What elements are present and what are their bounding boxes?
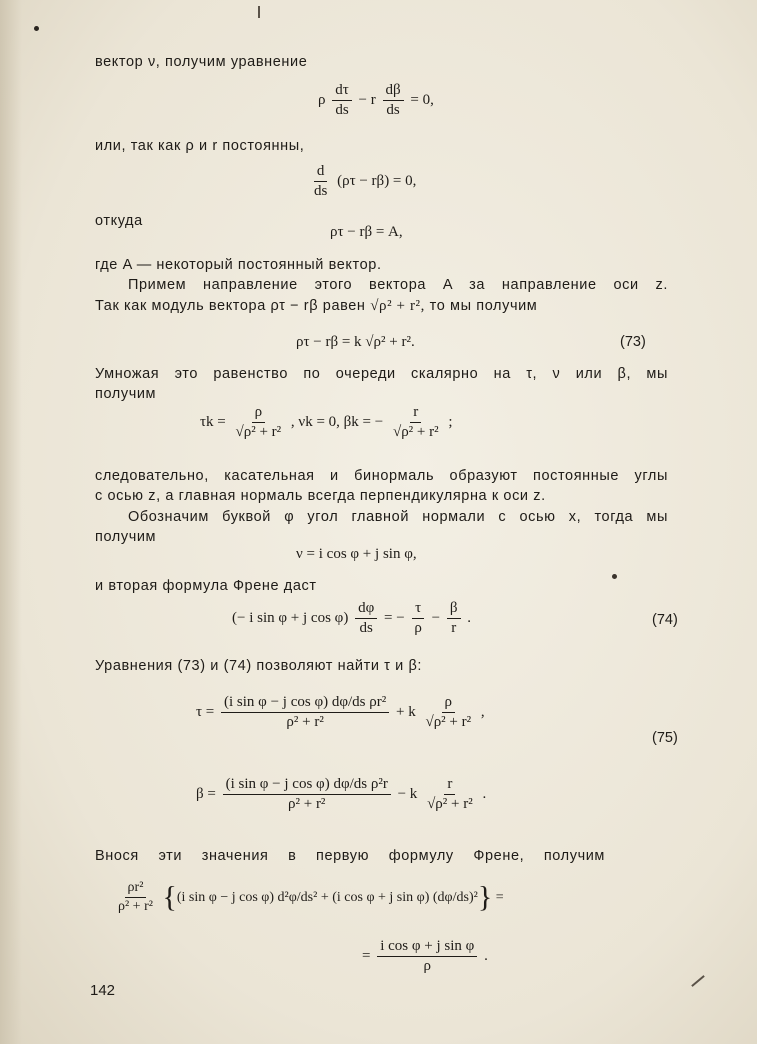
page-spine-shadow [0, 0, 22, 1044]
eq-numerator: d [314, 163, 328, 182]
eq-denominator: ds [359, 620, 373, 637]
equation-73: ρτ − rβ = k √ρ² + r². [296, 334, 415, 350]
eq-symbol: = [362, 948, 371, 965]
eq-symbol: − k [397, 786, 418, 803]
text-line: получим [95, 529, 157, 545]
text-line: получим [95, 386, 157, 402]
eq-inline-root: √ρ² + r², [370, 298, 426, 314]
eq-denominator: √ρ² + r² [425, 714, 472, 731]
eq-numerator: r [410, 404, 421, 423]
text-line: вектор ν, получим уравнение [95, 54, 308, 70]
eq-symbol: β = [196, 786, 216, 803]
equation-2 [308, 163, 416, 201]
text-line: Примем направление этого вектора A за направление оси z. [128, 277, 668, 293]
eq-symbol: = 0, [410, 92, 434, 109]
equation-12 [362, 938, 488, 976]
eq-symbol: = − [383, 610, 405, 627]
text-line: Умножая это равенство по очереди скалярно на τ, ν или β, мы [95, 366, 668, 382]
eq-numerator: ρ [252, 404, 266, 423]
equation-6 [200, 404, 453, 442]
eq-numerator: ρr² [125, 880, 147, 898]
text-line: или, так как ρ и r постоянны, [95, 138, 305, 154]
eq-denominator: √ρ² + r² [427, 796, 473, 813]
eq-denominator: √ρ² + r² [235, 424, 282, 441]
equation-75-beta [196, 776, 486, 814]
ink-tick [258, 6, 260, 18]
eq-denominator: ds [314, 183, 328, 200]
eq-symbol: , νk = 0, βk = − [290, 414, 384, 431]
eq-denominator: ρ² + r² [288, 796, 326, 813]
equation-75-tau [196, 694, 485, 732]
eq-symbol: (ρτ − rβ) = 0, [337, 173, 417, 190]
ink-dot [34, 26, 39, 31]
eq-denominator: ρ [414, 620, 422, 637]
text-line: где A — некоторый постоянный вектор. [95, 257, 382, 273]
text-span: то мы получим [429, 298, 538, 314]
text-line: Уравнения (73) и (74) позволяют найти τ и β: [95, 658, 423, 674]
eq-denominator: r [451, 620, 457, 637]
eq-symbol: − [431, 610, 441, 627]
eq-symbol: τ = [196, 704, 215, 721]
eq-numerator: (i sin φ − j cos φ) dφ/ds ρ²r [223, 776, 391, 795]
eq-denominator: ds [335, 102, 349, 119]
text-line: следовательно, касательная и бинормаль образуют постоянные углы [95, 468, 668, 484]
eq-symbol: τk = [200, 414, 226, 431]
eq-symbol: + k [396, 704, 416, 721]
eq-denominator: ρ² + r² [118, 899, 153, 915]
eq-symbol: . [482, 786, 487, 803]
equation-11 [112, 880, 504, 915]
equation-number: (75) [652, 730, 678, 746]
ink-dot [612, 574, 617, 579]
eq-numerator: dβ [383, 82, 404, 101]
equation-number: (73) [620, 334, 646, 350]
eq-numerator: τ [412, 600, 424, 619]
eq-symbol: ρ [318, 92, 326, 109]
equation-7: ν = i cos φ + j sin φ, [296, 546, 417, 562]
eq-numerator: i cos φ + j sin φ [377, 938, 477, 957]
eq-numerator: dτ [332, 82, 352, 101]
text-line: откуда [95, 213, 143, 229]
eq-numerator: (i sin φ − j cos φ) dφ/ds ρr² [221, 694, 389, 713]
eq-symbol: (− i sin φ + j cos φ) [232, 610, 349, 627]
eq-numerator: dφ [355, 600, 377, 619]
right-brace: } [477, 880, 493, 914]
text-line [95, 298, 537, 315]
eq-numerator: ρ [442, 694, 456, 713]
equation-74 [232, 600, 471, 638]
eq-body: (i sin φ − j cos φ) d²φ/ds² + (i cos φ + j sin φ) (dφ/ds)² [176, 889, 478, 905]
eq-symbol: , [480, 704, 485, 721]
equation-3: ρτ − rβ = A, [330, 224, 403, 240]
eq-symbol: ; [448, 414, 453, 431]
eq-denominator: √ρ² + r² [392, 424, 439, 441]
eq-numerator: β [447, 600, 461, 619]
text-span: Так как модуль вектора ρτ − rβ равен [95, 298, 366, 314]
page-number: 142 [90, 982, 116, 999]
eq-symbol: = [495, 889, 504, 905]
eq-symbol: − r [358, 92, 376, 109]
text-line: Внося эти значения в первую формулу Френе, получим [95, 848, 605, 864]
text-line: Обозначим буквой φ угол главной нормали с осью x, тогда мы [128, 509, 668, 525]
equation-1 [318, 82, 434, 120]
eq-denominator: ρ [423, 958, 432, 975]
eq-denominator: ρ² + r² [286, 714, 324, 731]
left-brace: { [162, 880, 177, 914]
ink-stroke [691, 975, 705, 987]
eq-symbol: . [467, 610, 472, 627]
eq-denominator: ds [386, 102, 400, 119]
eq-numerator: r [444, 776, 455, 795]
equation-number: (74) [652, 612, 678, 628]
text-line: и вторая формула Френе даст [95, 578, 317, 594]
eq-symbol: . [484, 948, 488, 965]
text-line: с осью z, а главная нормаль всегда перпендикулярна к оси z. [95, 488, 546, 504]
